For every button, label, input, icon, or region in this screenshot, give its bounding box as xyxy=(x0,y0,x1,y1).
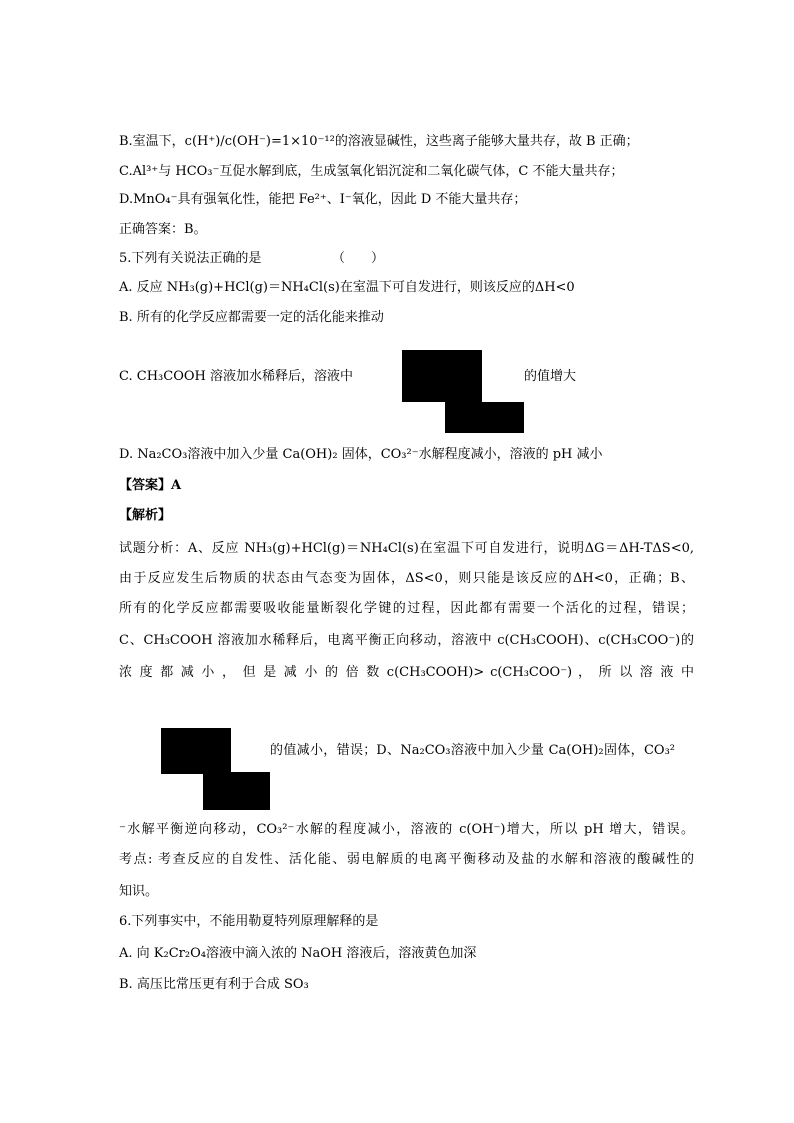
analysis-line: C、CH₃COOH 溶液加水稀释后，电离平衡正向移动，溶液中 c(CH₃COOH)、c(CH₃COO⁻)的 xyxy=(119,633,694,648)
analysis-line: 的值减小，错误；D、Na₂CO₃溶液中加入少量 Ca(OH)₂固体，CO₃² xyxy=(270,743,675,758)
question-5-stem: 5.下列有关说法正确的是 xyxy=(119,251,262,266)
analysis-line: 由于反应发生后物质的状态由气态变为固体，ΔS<0，则只能是该反应的ΔH<0，正确；B、 xyxy=(119,571,694,586)
question-6-stem: 6.下列事实中，不能用勒夏特列原理解释的是 xyxy=(119,914,379,929)
option-d-explanation: D.MnO₄⁻具有强氧化性，能把 Fe²⁺、I⁻氧化，因此 D 不能大量共存； xyxy=(119,192,527,207)
option-b-explanation: B.室温下，c(H⁺)/c(OH⁻)=1×10⁻¹²的溶液显碱性，这些离子能够大量共存，故 B 正确； xyxy=(119,134,639,149)
question-5-option-c-left: C. CH₃COOH 溶液加水稀释后，溶液中 xyxy=(119,369,353,384)
question-5-paren: （ ） xyxy=(332,251,385,266)
question-5-option-c-right: 的值增大 xyxy=(524,369,577,384)
analysis-line: 所有的化学反应都需要吸收能量断裂化学键的过程，因此都有需要一个活化的过程，错误； xyxy=(119,601,694,616)
question-5-option-a: A. 反应 NH₃(g)+HCl(g)＝NH₄Cl(s)在室温下可自发进行，则该反应的ΔH<0 xyxy=(119,280,575,295)
kaodian-line: 考点: 考查反应的自发性、活化能、弱电解质的电离平衡移动及盐的水解和溶液的酸碱性的 xyxy=(119,852,694,867)
option-c-explanation: C.Al³⁺与 HCO₃⁻互促水解到底，生成氢氧化铝沉淀和二氧化碳气体，C 不能大量共存； xyxy=(119,164,624,179)
analysis-line: 试题分析：A、反应 NH₃(g)+HCl(g)＝NH₄Cl(s)在室温下可自发进行，说明ΔG＝ΔH-TΔS<0, xyxy=(119,541,694,556)
redacted-fraction-image xyxy=(445,400,482,433)
question-6-option-b: B. 高压比常压更有利于合成 SO₃ xyxy=(119,977,309,992)
analysis-line: ⁻水解平衡逆向移动，CO₃²⁻水解的程度减小，溶液的 c(OH⁻)增大，所以 pH 增大，错误。 xyxy=(119,822,694,837)
answer-question-4: 正确答案：B。 xyxy=(119,222,207,237)
redacted-fraction-image xyxy=(203,772,270,810)
redacted-fraction-image xyxy=(402,350,482,402)
question-5-option-d: D. Na₂CO₃溶液中加入少量 Ca(OH)₂ 固体，CO₃²⁻水解程度减小，溶液的 pH 减小 xyxy=(119,447,603,462)
redacted-fraction-image xyxy=(161,728,231,774)
analysis-line: 浓 度 都 减 小 ， 但 是 减 小 的 倍 数 c(CH₃COOH)> c(CH₃COO⁻) ， 所 以 溶 液 中 xyxy=(119,665,694,680)
question-5-option-b: B. 所有的化学反应都需要一定的活化能来推动 xyxy=(119,310,384,325)
kaodian-line: 知识。 xyxy=(119,884,159,899)
answer-label: 【答案】A xyxy=(119,478,182,493)
question-6-option-a: A. 向 K₂Cr₂O₄溶液中滴入浓的 NaOH 溶液后，溶液黄色加深 xyxy=(119,946,477,961)
analysis-label: 【解析】 xyxy=(119,508,172,523)
redacted-fraction-image xyxy=(482,402,524,433)
